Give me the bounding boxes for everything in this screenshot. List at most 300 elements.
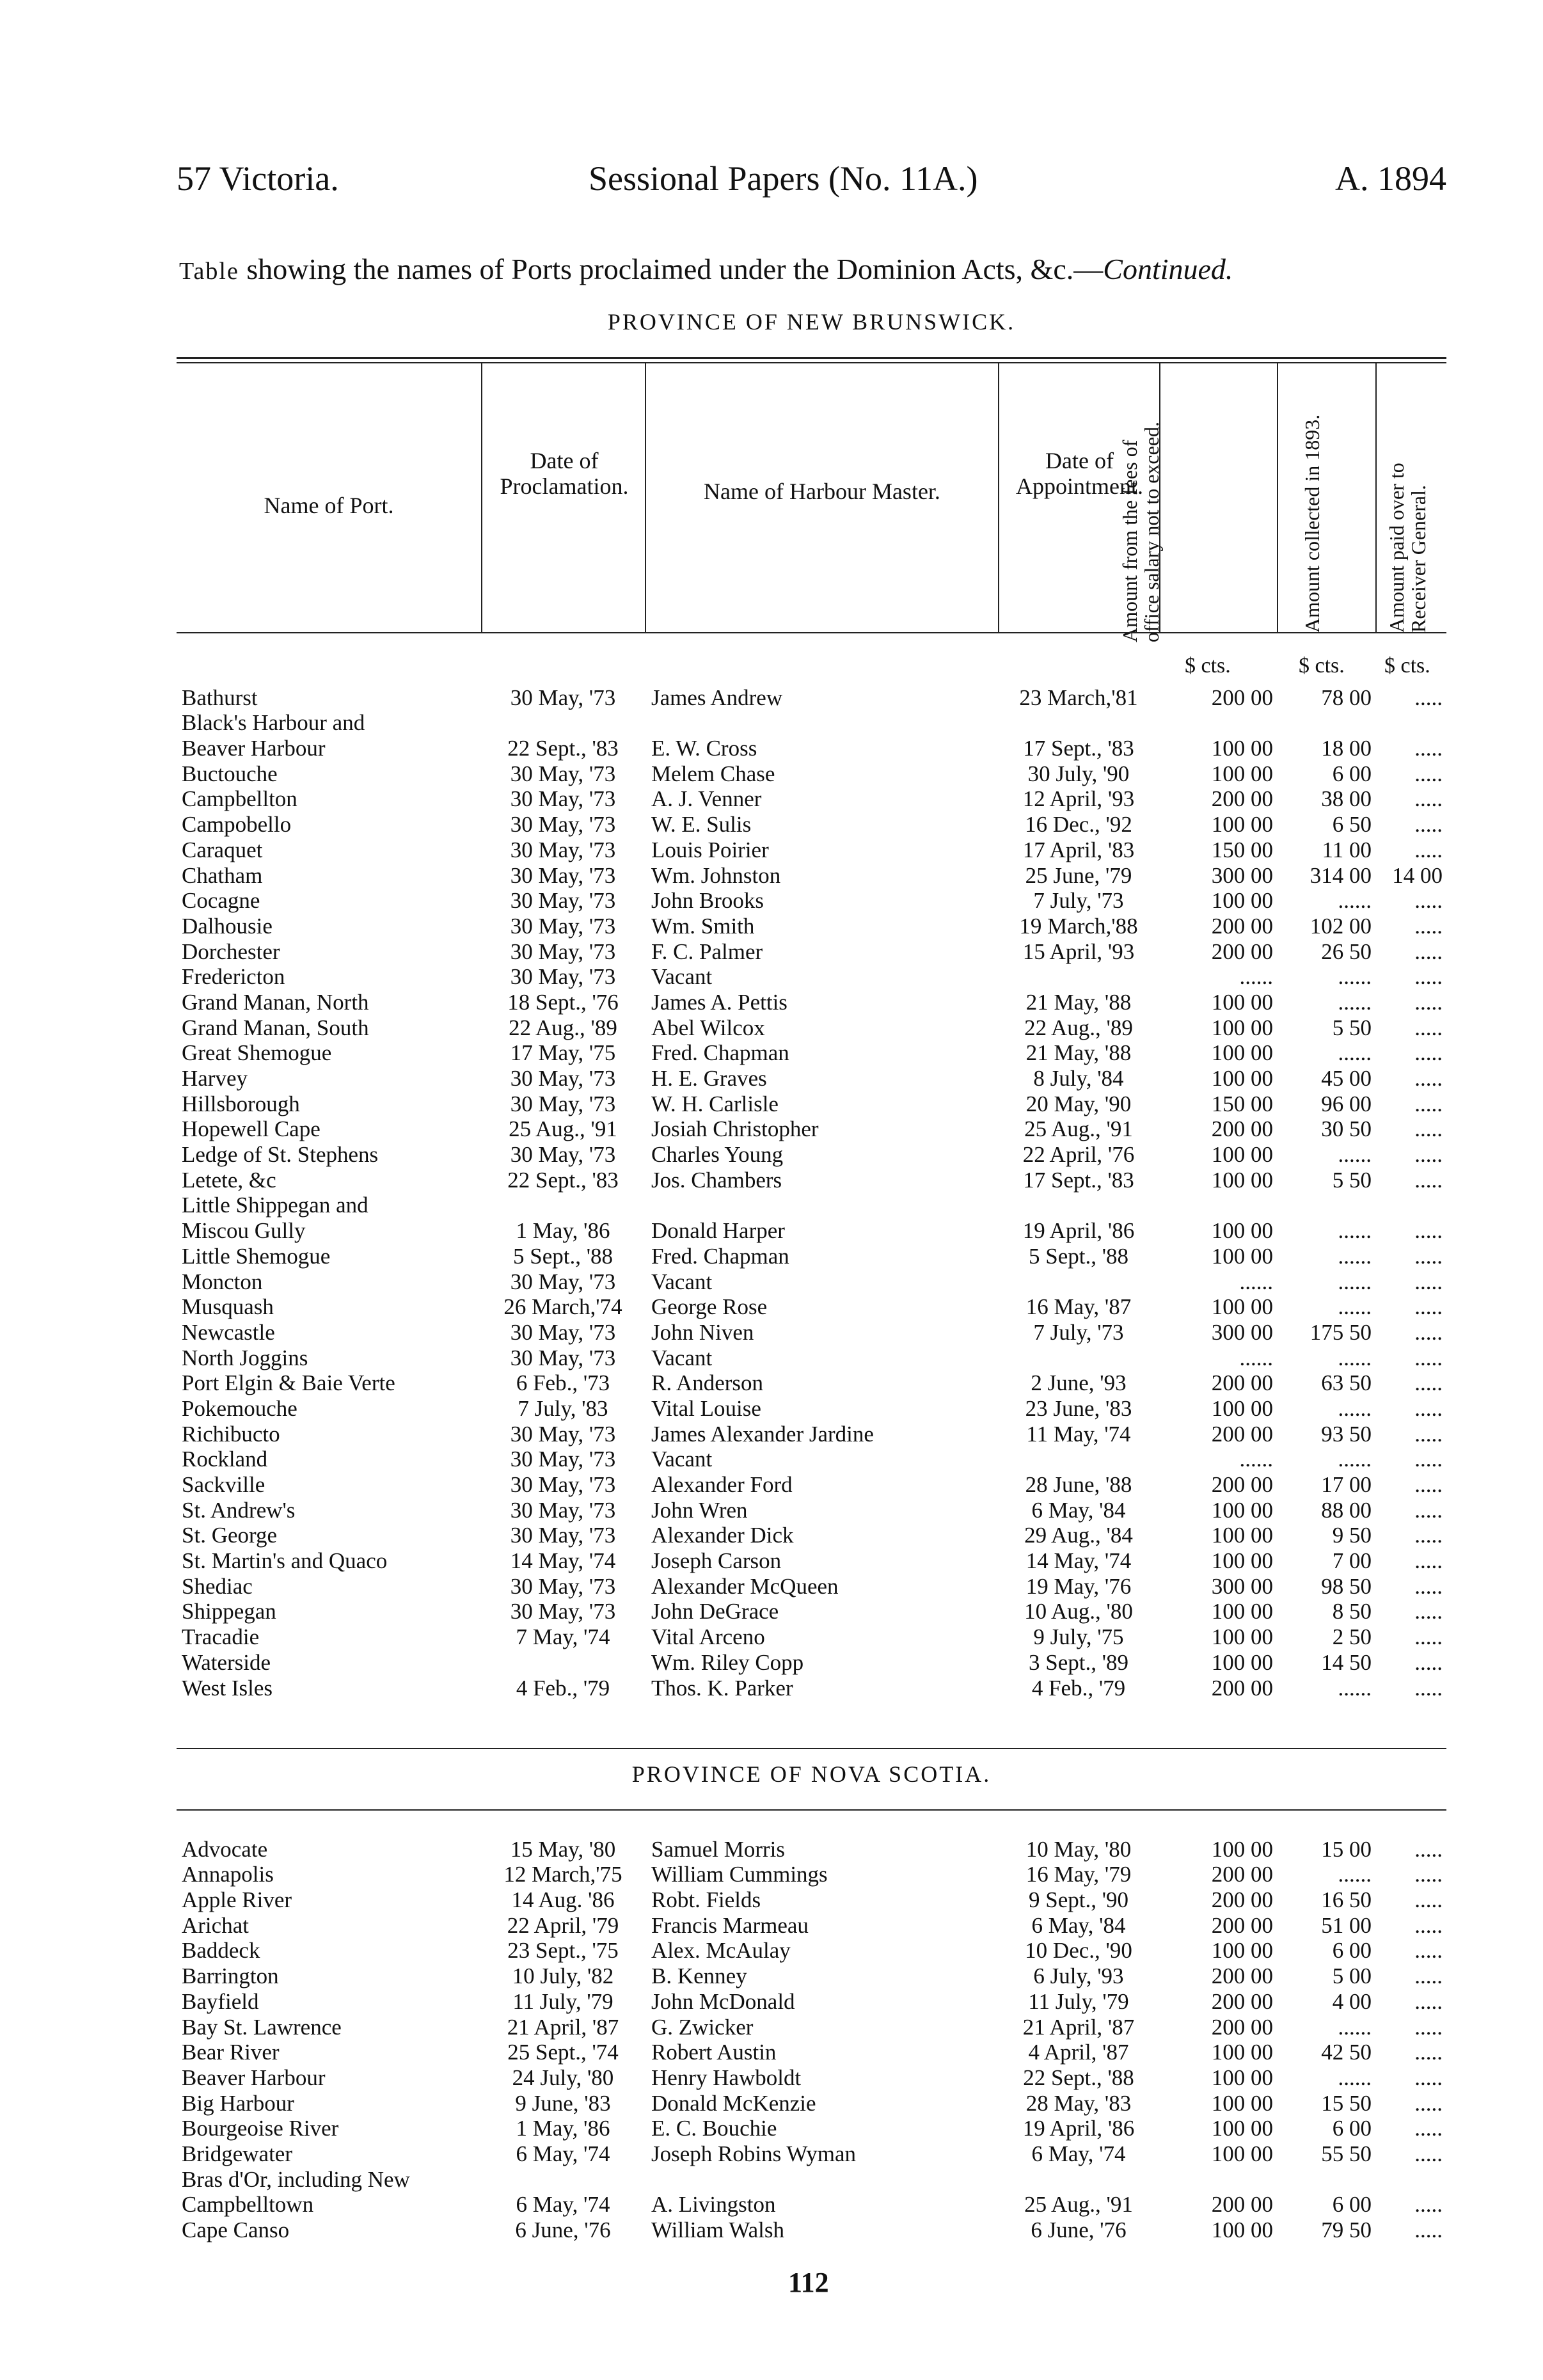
proclamation-date: 21 April, '87 — [507, 2014, 619, 2040]
appointment-date: 15 April, '93 — [1022, 939, 1135, 964]
amount-paid: ..... — [1414, 939, 1443, 964]
amount-fees: 100 00 — [1211, 1066, 1273, 1091]
ns-table-row — [177, 2040, 1446, 2065]
proclamation-date: 30 May, '73 — [510, 786, 616, 812]
amount-fees: 200 00 — [1211, 1988, 1273, 2014]
appointment-date: 25 Aug., '91 — [1024, 1116, 1133, 1142]
units-paid: $ cts. — [1384, 654, 1430, 678]
amount-collected: 5 50 — [1332, 1015, 1372, 1040]
appointment-date: 16 May, '87 — [1025, 1294, 1132, 1320]
proclamation-date: 30 May, '73 — [510, 837, 616, 862]
amount-paid: ..... — [1414, 1548, 1443, 1574]
amount-fees: 300 00 — [1211, 862, 1273, 888]
proclamation-date: 30 May, '73 — [510, 1269, 616, 1294]
nb-table-row — [177, 939, 1446, 964]
units-collected: $ cts. — [1299, 654, 1345, 678]
amount-fees: 100 00 — [1211, 2065, 1273, 2090]
port-name: Bear River — [182, 2040, 280, 2065]
proclamation-date: 30 May, '73 — [510, 1142, 616, 1168]
amount-fees: 300 00 — [1211, 1319, 1273, 1345]
proclamation-date: 6 May, '74 — [516, 2141, 610, 2166]
proclamation-date: 22 Aug., '89 — [509, 1015, 617, 1040]
proclamation-date: 30 May, '73 — [510, 939, 616, 964]
port-name: Grand Manan, North — [182, 989, 369, 1015]
amount-collected: 8 50 — [1332, 1599, 1372, 1624]
amount-fees: 200 00 — [1211, 913, 1273, 939]
port-name: Annapolis — [182, 1862, 274, 1887]
amount-collected: ...... — [1338, 1142, 1372, 1168]
port-name: Baddeck — [182, 1938, 260, 1964]
nb-table-row — [177, 964, 1446, 990]
proclamation-date: 30 May, '73 — [510, 1319, 616, 1345]
harbour-master: William Walsh — [651, 2217, 785, 2242]
amount-paid: ..... — [1414, 812, 1443, 837]
amount-collected: 14 50 — [1321, 1649, 1372, 1675]
appointment-date: 19 March,'88 — [1019, 913, 1138, 939]
amount-paid: ..... — [1414, 1167, 1443, 1193]
rule-start-ns — [177, 1809, 1446, 1811]
session-label: 57 Victoria. — [177, 159, 339, 198]
proclamation-date: 22 April, '79 — [507, 1912, 619, 1938]
nb-table-row — [177, 989, 1446, 1015]
appointment-date — [998, 710, 1159, 736]
amount-paid: ..... — [1414, 2192, 1443, 2217]
proclamation-date: 30 May, '73 — [510, 1066, 616, 1091]
port-name: Apple River — [182, 1887, 292, 1913]
amount-paid: ..... — [1414, 1472, 1443, 1497]
harbour-master: Donald Harper — [651, 1218, 785, 1244]
harbour-master: Jos. Chambers — [651, 1167, 782, 1193]
amount-paid — [1375, 2166, 1446, 2192]
amount-fees: 100 00 — [1211, 761, 1273, 786]
appointment-date: 28 May, '83 — [1025, 2090, 1132, 2116]
nb-table-row — [177, 1319, 1446, 1345]
proclamation-date: 25 Aug., '91 — [509, 1116, 617, 1142]
appointment-date: 6 July, '93 — [1033, 1964, 1124, 1989]
amount-fees: 100 00 — [1211, 1836, 1273, 1862]
amount-paid: ..... — [1414, 2065, 1443, 2090]
port-name: Ledge of St. Stephens — [182, 1142, 379, 1168]
caption-text: showing the names of Ports proclaimed under the Dominion Acts, &c.— — [246, 253, 1104, 285]
proclamation-date: 30 May, '73 — [510, 1599, 616, 1624]
amount-paid: ..... — [1414, 1988, 1443, 2014]
harbour-master: E. W. Cross — [651, 736, 757, 761]
proclamation-date: 6 June, '76 — [515, 2217, 611, 2242]
appointment-date: 22 April, '76 — [1022, 1142, 1135, 1168]
nb-table-row — [177, 1015, 1446, 1040]
proclamation-date: 12 March,'75 — [503, 1862, 622, 1887]
amount-collected: 51 00 — [1321, 1912, 1372, 1938]
amount-collected: 45 00 — [1321, 1066, 1372, 1091]
col-header-harbour-master: Name of Harbour Master. — [704, 479, 940, 504]
rule-end-nb — [177, 1748, 1446, 1749]
proclamation-date: 10 July, '82 — [512, 1964, 614, 1989]
amount-paid: ..... — [1414, 1599, 1443, 1624]
proclamation-date: 24 July, '80 — [512, 2065, 614, 2090]
appointment-date: 19 April, '86 — [1022, 2116, 1135, 2141]
proclamation-date: 1 May, '86 — [516, 2116, 610, 2141]
harbour-master: W. E. Sulis — [651, 812, 752, 837]
port-name: Dalhousie — [182, 913, 273, 939]
harbour-master: Alexander McQueen — [651, 1573, 839, 1599]
proclamation-date: 25 Sept., '74 — [507, 2040, 619, 2065]
proclamation-date — [481, 1649, 645, 1675]
proclamation-date: 30 May, '73 — [510, 685, 616, 710]
amount-paid: ..... — [1414, 1523, 1443, 1548]
amount-paid: ..... — [1414, 1675, 1443, 1701]
harbour-master: Louis Poirier — [651, 837, 769, 862]
amount-collected: ...... — [1338, 888, 1372, 914]
amount-fees: 200 00 — [1211, 1964, 1273, 1989]
proclamation-date: 30 May, '73 — [510, 913, 616, 939]
harbour-master: James A. Pettis — [651, 989, 787, 1015]
col-divider — [645, 363, 646, 632]
col-header-amount-collected: Amount collected in 1893. — [1301, 414, 1324, 633]
appointment-date: 12 April, '93 — [1022, 786, 1135, 812]
proclamation-date: 5 Sept., '88 — [512, 1243, 613, 1269]
nb-table-row — [177, 1370, 1446, 1396]
proclamation-date: 22 Sept., '83 — [507, 736, 619, 761]
nb-table-row — [177, 1675, 1446, 1701]
amount-fees: ...... — [1239, 1269, 1273, 1294]
nb-table-row — [177, 1395, 1446, 1421]
year-label: A. 1894 — [1335, 159, 1446, 198]
proclamation-date: 26 March,'74 — [503, 1294, 622, 1320]
amount-collected: ...... — [1338, 1862, 1372, 1887]
amount-collected: 88 00 — [1321, 1497, 1372, 1523]
ns-table-row — [177, 2192, 1446, 2217]
port-name: Arichat — [182, 1912, 249, 1938]
harbour-master: Wm. Riley Copp — [651, 1649, 804, 1675]
amount-collected — [1277, 710, 1375, 736]
port-name: Bras d'Or, including New — [182, 2166, 410, 2192]
port-name: Bayfield — [182, 1988, 259, 2014]
table-caption — [179, 252, 1452, 286]
page-number: 112 — [788, 2267, 829, 2298]
harbour-master: John Niven — [651, 1319, 754, 1345]
nb-table-row — [177, 1523, 1446, 1548]
amount-fees: 200 00 — [1211, 1472, 1273, 1497]
amount-paid: ..... — [1414, 1887, 1443, 1913]
appointment-date: 20 May, '90 — [1025, 1091, 1132, 1116]
appointment-date: 11 July, '79 — [1028, 1988, 1129, 2014]
appointment-date: 9 July, '75 — [1033, 1624, 1124, 1650]
amount-paid: ..... — [1414, 2014, 1443, 2040]
amount-fees: 100 00 — [1211, 1548, 1273, 1574]
proclamation-date: 30 May, '73 — [510, 1447, 616, 1472]
harbour-master — [645, 1193, 998, 1218]
ns-table-row — [177, 1836, 1446, 1862]
port-name: Letete, &c — [182, 1167, 276, 1193]
amount-collected: 7 00 — [1332, 1548, 1372, 1574]
amount-paid: ..... — [1414, 837, 1443, 862]
port-name: Little Shemogue — [182, 1243, 331, 1269]
appointment-date: 7 July, '73 — [1033, 1319, 1124, 1345]
appointment-date — [998, 964, 1159, 990]
ns-table-row — [177, 2065, 1446, 2090]
port-name: North Joggins — [182, 1345, 308, 1370]
port-name: Barrington — [182, 1964, 279, 1989]
rule-top — [177, 357, 1446, 359]
amount-fees: 200 00 — [1211, 2192, 1273, 2217]
port-name: Shippegan — [182, 1599, 276, 1624]
amount-collected: 6 00 — [1332, 2116, 1372, 2141]
appointment-date — [998, 1269, 1159, 1294]
col-header-amount-paid: Amount paid over to Receiver General. — [1385, 463, 1430, 633]
col-header-proclamation: Date of Proclamation. — [500, 448, 629, 499]
ns-table-row — [177, 1963, 1446, 1988]
harbour-master: B. Kenney — [651, 1964, 747, 1989]
nb-table-row — [177, 1421, 1446, 1447]
appointment-date: 7 July, '73 — [1033, 888, 1124, 914]
nb-table-row — [177, 1599, 1446, 1624]
harbour-master: Wm. Smith — [651, 913, 755, 939]
amount-fees: 100 00 — [1211, 2040, 1273, 2065]
amount-paid: ..... — [1414, 989, 1443, 1015]
nb-table-row — [177, 735, 1446, 761]
port-name: Bourgeoise River — [182, 2116, 339, 2141]
harbour-master: Alexander Ford — [651, 1472, 793, 1497]
amount-fees: 200 00 — [1211, 1912, 1273, 1938]
port-name: Musquash — [182, 1294, 274, 1320]
port-name: Sackville — [182, 1472, 265, 1497]
amount-paid: ..... — [1414, 1091, 1443, 1116]
harbour-master: Vital Louise — [651, 1395, 761, 1421]
amount-fees: 100 00 — [1211, 1294, 1273, 1320]
province-title-nb: PROVINCE OF NEW BRUNSWICK. — [607, 309, 1016, 335]
port-name: Rockland — [182, 1447, 268, 1472]
amount-fees: 200 00 — [1211, 939, 1273, 964]
amount-collected: ...... — [1338, 1447, 1372, 1472]
amount-paid: ..... — [1414, 888, 1443, 914]
harbour-master: Abel Wilcox — [651, 1015, 765, 1040]
harbour-master: Joseph Robins Wyman — [651, 2141, 857, 2166]
amount-paid: ..... — [1414, 685, 1443, 710]
nb-table-row — [177, 1345, 1446, 1370]
amount-fees: 100 00 — [1211, 1523, 1273, 1548]
harbour-master: Francis Marmeau — [651, 1912, 809, 1938]
amount-paid: 14 00 — [1392, 862, 1443, 888]
amount-paid: ..... — [1414, 1938, 1443, 1964]
proclamation-date: 7 July, '83 — [518, 1395, 608, 1421]
amount-collected: ...... — [1338, 1243, 1372, 1269]
amount-paid: ..... — [1414, 1269, 1443, 1294]
col-divider — [1277, 363, 1278, 632]
appointment-date: 4 Feb., '79 — [1031, 1675, 1126, 1701]
amount-paid: ..... — [1414, 1370, 1443, 1396]
amount-fees: 100 00 — [1211, 1938, 1273, 1964]
amount-fees: 100 00 — [1211, 1599, 1273, 1624]
amount-collected — [1277, 2166, 1375, 2192]
amount-collected: 30 50 — [1321, 1116, 1372, 1142]
port-name: Campbellton — [182, 786, 297, 812]
appointment-date: 10 May, '80 — [1025, 1836, 1132, 1862]
amount-paid: ..... — [1414, 1116, 1443, 1142]
amount-fees: ...... — [1239, 964, 1273, 990]
harbour-master: Robt. Fields — [651, 1887, 761, 1913]
port-name: Port Elgin & Baie Verte — [182, 1370, 395, 1396]
ns-table-row — [177, 2090, 1446, 2116]
appointment-date: 19 April, '86 — [1022, 1218, 1135, 1244]
amount-fees: ...... — [1239, 1345, 1273, 1370]
harbour-master: George Rose — [651, 1294, 768, 1320]
ns-table-row — [177, 2166, 1446, 2192]
amount-fees: 100 00 — [1211, 1395, 1273, 1421]
proclamation-date — [481, 1193, 645, 1218]
amount-collected: 314 00 — [1310, 862, 1372, 888]
harbour-master: Vacant — [651, 1345, 713, 1370]
amount-paid: ..... — [1414, 1345, 1443, 1370]
amount-collected: ...... — [1338, 1294, 1372, 1320]
appointment-date: 25 Aug., '91 — [1024, 2192, 1133, 2217]
caption-continued: Continued. — [1103, 253, 1233, 285]
nb-table-row — [177, 1624, 1446, 1649]
amount-fees: 100 00 — [1211, 1015, 1273, 1040]
appointment-date: 8 July, '84 — [1033, 1066, 1124, 1091]
nb-table-row — [177, 1141, 1446, 1167]
ns-table-row — [177, 1988, 1446, 2014]
proclamation-date: 6 Feb., '73 — [516, 1370, 610, 1396]
nb-table-row — [177, 786, 1446, 812]
appointment-date: 3 Sept., '89 — [1028, 1649, 1129, 1675]
port-name: Shediac — [182, 1573, 253, 1599]
appointment-date: 6 May, '74 — [1031, 2141, 1126, 2166]
port-name: West Isles — [182, 1675, 273, 1701]
harbour-master: Vital Arceno — [651, 1624, 765, 1650]
harbour-master: Alexander Dick — [651, 1523, 794, 1548]
amount-collected: 175 50 — [1310, 1319, 1372, 1345]
appointment-date: 9 Sept., '90 — [1028, 1887, 1129, 1913]
ns-table-row — [177, 1912, 1446, 1938]
port-name: Buctouche — [182, 761, 278, 786]
appointment-date: 2 June, '93 — [1031, 1370, 1127, 1396]
amount-collected: 15 00 — [1321, 1836, 1372, 1862]
appointment-date: 17 Sept., '83 — [1023, 736, 1134, 761]
harbour-master: James Andrew — [651, 685, 783, 710]
appointment-date: 30 July, '90 — [1027, 761, 1130, 786]
amount-paid: ..... — [1414, 964, 1443, 990]
nb-table-row — [177, 1497, 1446, 1523]
amount-fees: 100 00 — [1211, 2116, 1273, 2141]
harbour-master: Alex. McAulay — [651, 1938, 791, 1964]
appointment-date — [998, 2166, 1159, 2192]
appointment-date: 17 April, '83 — [1022, 837, 1135, 862]
appointment-date: 29 Aug., '84 — [1024, 1523, 1133, 1548]
amount-fees: 200 00 — [1211, 1370, 1273, 1396]
amount-fees: 200 00 — [1211, 786, 1273, 812]
rule-under-headers — [177, 632, 1446, 633]
ns-table-row — [177, 1862, 1446, 1887]
amount-collected: 38 00 — [1321, 786, 1372, 812]
ns-table-row — [177, 2014, 1446, 2040]
amount-fees: 100 00 — [1211, 1142, 1273, 1168]
appointment-date: 16 Dec., '92 — [1025, 812, 1132, 837]
amount-fees: 100 00 — [1211, 812, 1273, 837]
port-name: Tracadie — [182, 1624, 260, 1650]
harbour-master: William Cummings — [651, 1862, 828, 1887]
nb-table-row — [177, 913, 1446, 939]
amount-paid — [1375, 710, 1446, 736]
amount-paid: ..... — [1414, 2141, 1443, 2166]
nb-table-row — [177, 1091, 1446, 1116]
proclamation-date: 23 Sept., '75 — [507, 1938, 619, 1964]
amount-paid: ..... — [1414, 1421, 1443, 1447]
nb-table-row — [177, 1167, 1446, 1193]
port-name: Cape Canso — [182, 2217, 290, 2242]
amount-paid: ..... — [1414, 1497, 1443, 1523]
amount-fees: 100 00 — [1211, 2141, 1273, 2166]
appointment-date: 10 Aug., '80 — [1024, 1599, 1133, 1624]
amount-collected: 18 00 — [1321, 736, 1372, 761]
port-name: Grand Manan, South — [182, 1015, 369, 1040]
nb-table-row — [177, 1193, 1446, 1218]
appointment-date: 17 Sept., '83 — [1023, 1167, 1134, 1193]
port-name: Big Harbour — [182, 2090, 294, 2116]
nb-table-row — [177, 1065, 1446, 1091]
nb-table-row — [177, 1116, 1446, 1142]
col-header-appointment: Date of Appointment. — [1016, 448, 1143, 499]
port-name: St. George — [182, 1523, 278, 1548]
harbour-master: R. Anderson — [651, 1370, 763, 1396]
nb-table-row — [177, 1243, 1446, 1269]
port-name: Pokemouche — [182, 1395, 297, 1421]
amount-collected: 16 50 — [1321, 1887, 1372, 1913]
amount-paid: ..... — [1414, 1243, 1443, 1269]
amount-collected: 2 50 — [1332, 1624, 1372, 1650]
port-name: Beaver Harbour — [182, 2065, 326, 2090]
amount-paid: ..... — [1414, 1447, 1443, 1472]
port-name: Hillsborough — [182, 1091, 300, 1116]
amount-fees — [1159, 710, 1277, 736]
amount-collected: 79 50 — [1321, 2217, 1372, 2242]
port-name: Little Shippegan and — [182, 1193, 368, 1218]
amount-paid: ..... — [1414, 2090, 1443, 2116]
amount-paid: ..... — [1414, 1395, 1443, 1421]
amount-fees: 300 00 — [1211, 1573, 1273, 1599]
appointment-date: 5 Sept., '88 — [1028, 1243, 1129, 1269]
amount-paid: ..... — [1414, 761, 1443, 786]
proclamation-date: 18 Sept., '76 — [507, 989, 619, 1015]
harbour-master — [645, 710, 998, 736]
amount-paid: ..... — [1414, 736, 1443, 761]
port-name: Dorchester — [182, 939, 280, 964]
amount-fees: 100 00 — [1211, 1167, 1273, 1193]
port-name: Beaver Harbour — [182, 736, 326, 761]
col-divider — [998, 363, 999, 632]
port-name: Moncton — [182, 1269, 263, 1294]
amount-collected: 6 00 — [1332, 1938, 1372, 1964]
nb-table-row — [177, 710, 1446, 736]
amount-collected: ...... — [1338, 1040, 1372, 1066]
proclamation-date: 30 May, '73 — [510, 761, 616, 786]
amount-paid: ..... — [1414, 1015, 1443, 1040]
harbour-master: Joseph Carson — [651, 1548, 782, 1574]
nb-table-row — [177, 1573, 1446, 1599]
amount-fees: 100 00 — [1211, 1624, 1273, 1650]
amount-paid: ..... — [1414, 1862, 1443, 1887]
amount-paid: ..... — [1414, 1836, 1443, 1862]
port-name: St. Martin's and Quaco — [182, 1548, 388, 1574]
amount-fees: 200 00 — [1211, 1675, 1273, 1701]
page-header — [177, 159, 1446, 203]
amount-collected: ...... — [1338, 989, 1372, 1015]
harbour-master: Josiah Christopher — [651, 1116, 819, 1142]
harbour-master: Wm. Johnston — [651, 862, 781, 888]
appointment-date — [998, 1345, 1159, 1370]
appointment-date: 4 April, '87 — [1028, 2040, 1129, 2065]
amount-collected: 5 50 — [1332, 1167, 1372, 1193]
amount-paid: ..... — [1414, 1142, 1443, 1168]
